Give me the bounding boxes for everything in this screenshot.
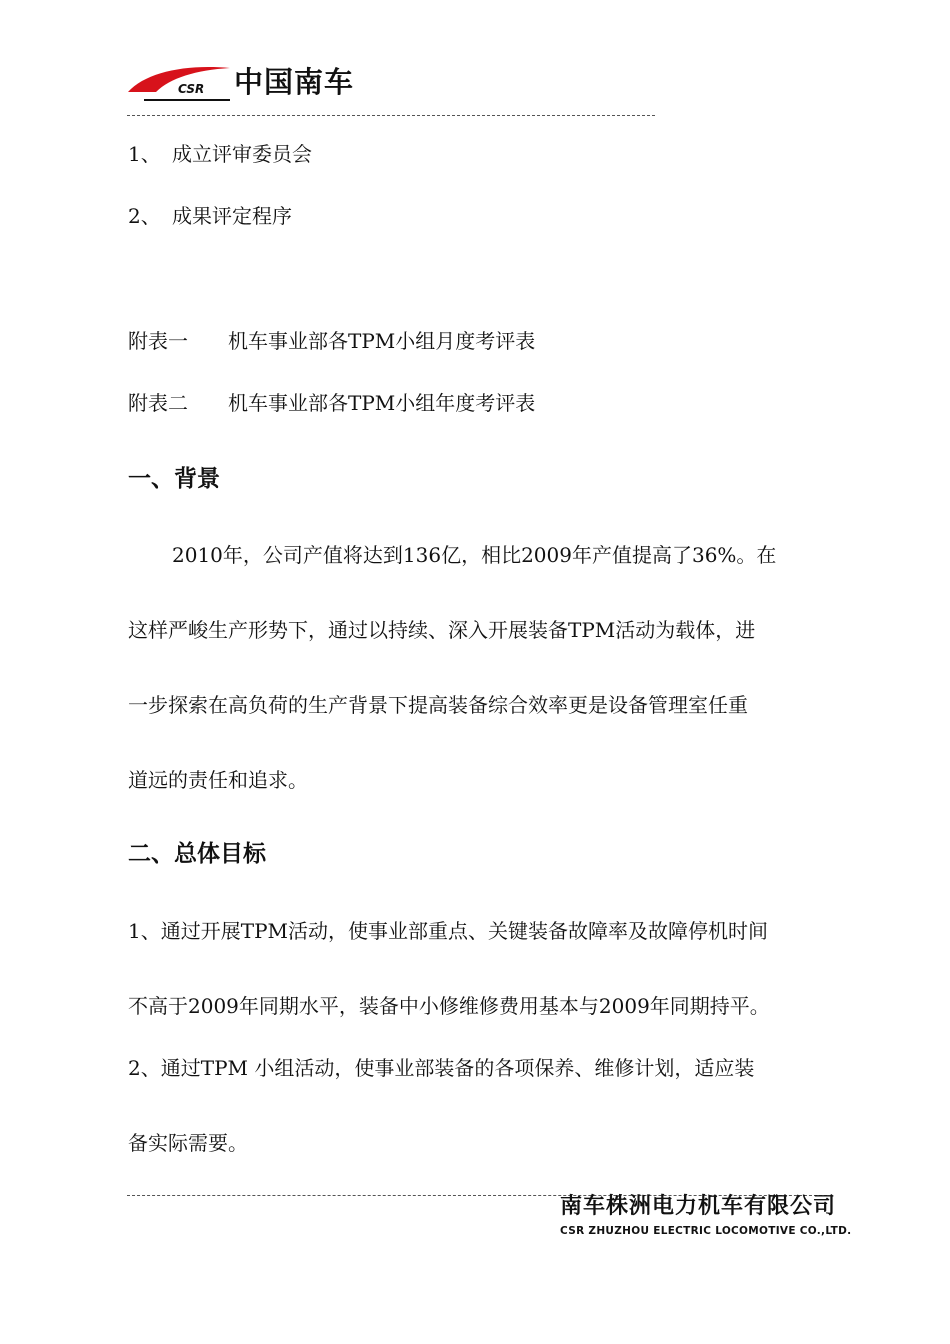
appendix-text: 机车事业部各TPM小组月度考评表	[228, 329, 536, 353]
toc-item	[128, 142, 312, 166]
toc-number: 1、	[128, 142, 161, 166]
toc-item	[128, 204, 292, 228]
toc-text: 成果评定程序	[172, 204, 292, 228]
footer-company-en: CSR ZHUZHOU ELECTRIC LOCOMOTIVE CO.,LTD.	[560, 1225, 852, 1237]
logo-cn-text: 中国南车	[234, 65, 355, 99]
paragraph-line: 1、通过开展TPM活动，使事业部重点、关键装备故障率及故障停机时间	[128, 919, 768, 943]
appendix-item	[128, 391, 535, 415]
paragraph-line: 道远的责任和追求。	[128, 768, 308, 792]
header-divider	[127, 115, 655, 116]
toc-number: 2、	[128, 204, 161, 228]
paragraph-line: 不高于2009年同期水平，装备中小修维修费用基本与2009年同期持平。	[128, 994, 770, 1018]
appendix-text: 机车事业部各TPM小组年度考评表	[228, 391, 536, 415]
appendix-label: 附表二	[128, 391, 188, 415]
company-logo	[126, 62, 366, 104]
logo-csr-text: CSR	[178, 82, 205, 96]
appendix-item	[128, 329, 535, 353]
paragraph-line: 这样严峻生产形势下，通过以持续、深入开展装备TPM活动为载体，进	[128, 618, 756, 642]
footer-company-cn: 南车株洲电力机车有限公司	[560, 1194, 837, 1219]
section-heading: 二、总体目标	[128, 841, 266, 867]
paragraph-line: 2010年，公司产值将达到136亿，相比2009年产值提高了36%。在	[172, 543, 777, 567]
toc-text: 成立评审委员会	[172, 142, 312, 166]
paragraph-line: 备实际需要。	[128, 1131, 248, 1155]
appendix-label: 附表一	[128, 329, 188, 353]
paragraph-line: 2、通过TPM 小组活动，使事业部装备的各项保养、维修计划，适应装	[128, 1056, 755, 1080]
section-heading: 一、背景	[128, 466, 220, 492]
paragraph-line: 一步探索在高负荷的生产背景下提高装备综合效率更是设备管理室任重	[128, 693, 748, 717]
